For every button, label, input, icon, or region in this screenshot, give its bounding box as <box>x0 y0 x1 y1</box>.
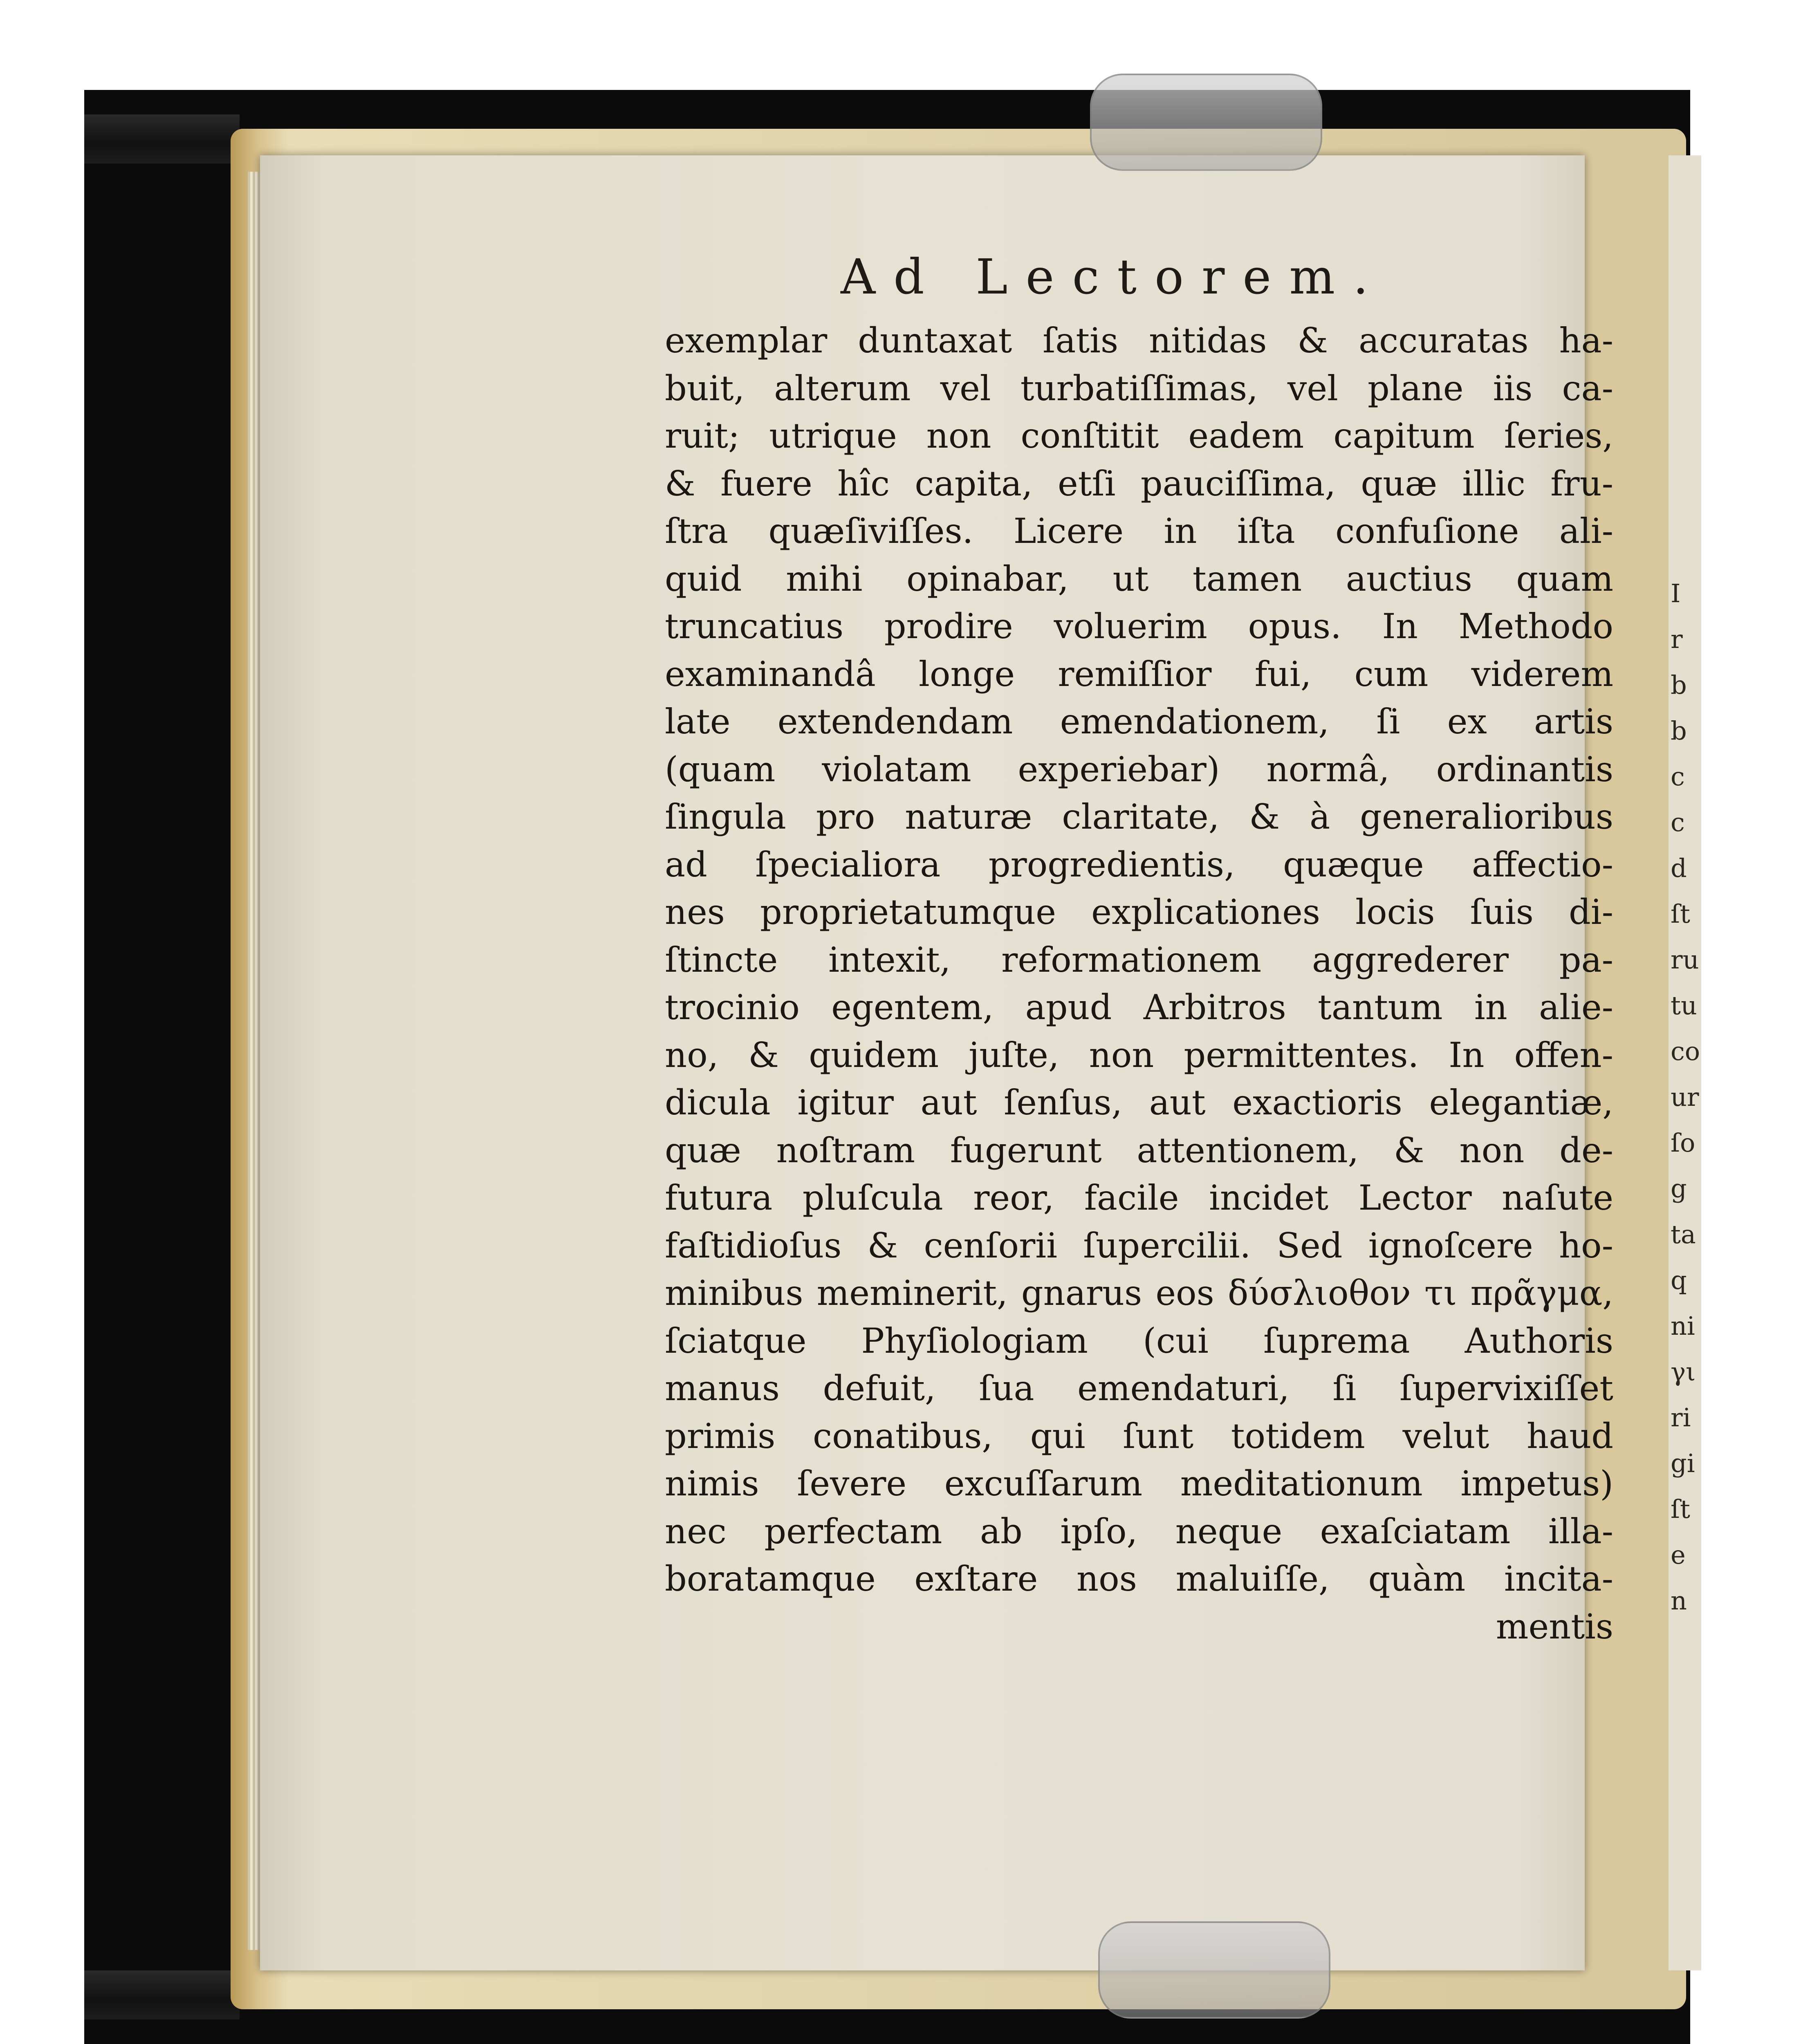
text-line: buit, alterum vel turbatiſſimas, vel plane iis ca- <box>665 368 1613 408</box>
facing-page-letter: co <box>1671 1036 1700 1066</box>
text-line: primis conatibus, qui ſunt totidem velut haud <box>665 1416 1613 1456</box>
text-line: quid mihi opinabar, ut tamen auctius quam <box>665 558 1613 599</box>
facing-page-letter: ri <box>1671 1403 1691 1432</box>
facing-page-letter: I <box>1671 578 1681 608</box>
facing-page-letter: n <box>1671 1586 1687 1616</box>
text-line: late extendendam emendationem, ſi ex artis <box>665 702 1613 742</box>
facing-page-letter: ni <box>1671 1311 1695 1341</box>
facing-page-fragment <box>1671 580 1700 1614</box>
text-line: faſtidioſus & cenſorii ſupercilii. Sed ignoſcere ho- <box>665 1225 1613 1266</box>
facing-page-letter: d <box>1671 853 1687 883</box>
facing-page-letter: γι <box>1671 1357 1696 1387</box>
text-line: manus defuit, ſua emendaturi, ſi ſupervixiſſet <box>665 1368 1613 1408</box>
text-line: minibus meminerit, gnarus eos δύσλιοθον τι πρᾶγμα, <box>665 1273 1613 1313</box>
text-line: ad ſpecialiora progredientis, quæque affectio- <box>665 844 1613 885</box>
facing-page-letter: e <box>1671 1540 1686 1570</box>
facing-page-letter: ſo <box>1671 1128 1696 1158</box>
text-line: trocinio egentem, apud Arbitros tantum in alie- <box>665 987 1613 1027</box>
scan-image <box>84 90 1700 2044</box>
facing-page-letter: ur <box>1671 1082 1699 1112</box>
text-line: examinandâ longe remiſſior fui, cum viderem <box>665 654 1613 694</box>
scanner-bar <box>84 1970 240 2019</box>
catchword: mentis <box>1496 1606 1613 1647</box>
text-line: ſtra quæſiviſſes. Licere in iſta confuſione ali- <box>665 511 1613 551</box>
page-clip-top <box>1090 74 1322 171</box>
text-line: quæ noſtram fugerunt attentionem, & non de- <box>665 1130 1613 1170</box>
text-line: (quam violatam experiebar) normâ, ordinantis <box>665 749 1613 789</box>
facing-page-letter: gi <box>1671 1448 1695 1478</box>
text-line: nimis ſevere excuſſarum meditationum impetus) <box>665 1464 1613 1504</box>
scanner-bar <box>84 114 240 164</box>
facing-page-letter: c <box>1671 762 1685 791</box>
text-line: exemplar duntaxat ſatis nitidas & accuratas ha- <box>665 320 1613 361</box>
text-line: dicula igitur aut ſenſus, aut exactioris elegantiæ, <box>665 1083 1613 1123</box>
text-line: nes proprietatumque explicationes locis ſuis di- <box>665 892 1613 932</box>
facing-page-letter: g <box>1671 1174 1687 1204</box>
text-line: ſciatque Phyſiologiam (cui ſuprema Authoris <box>665 1320 1613 1361</box>
facing-page-letter: ſt <box>1671 899 1690 929</box>
text-line: & fuere hîc capita, etſi pauciſſima, quæ illic fru- <box>665 463 1613 504</box>
body-text <box>665 317 1613 1650</box>
facing-page-letter: ta <box>1671 1219 1696 1249</box>
facing-page-letter: b <box>1671 670 1687 700</box>
facing-page-letter: q <box>1671 1265 1687 1295</box>
facing-page-letter: tu <box>1671 991 1697 1020</box>
page-clip-bottom <box>1098 1921 1330 2019</box>
facing-page-letter: ru <box>1671 945 1699 975</box>
facing-page-letter: c <box>1671 807 1685 837</box>
running-head: Ad Lectorem. <box>841 249 1386 305</box>
facing-page-letter: b <box>1671 716 1687 746</box>
facing-page-letter: ſt <box>1671 1494 1690 1524</box>
text-line: no, & quidem juſte, non permittentes. In offen- <box>665 1035 1613 1075</box>
text-line: boratamque exſtare nos maluiſſe, quàm incita- <box>665 1559 1613 1599</box>
text-line: nec perfectam ab ipſo, neque exaſciatam illa- <box>665 1511 1613 1551</box>
text-line: truncatius prodire voluerim opus. In Methodo <box>665 606 1613 646</box>
text-line: ſtincte intexit, reformationem aggrederer pa- <box>665 939 1613 980</box>
text-line: futura pluſcula reor, facile incidet Lector naſute <box>665 1178 1613 1218</box>
text-line: ſingula pro naturæ claritate, & à generalioribus <box>665 797 1613 837</box>
facing-page-letter: r <box>1671 624 1683 654</box>
text-line: ruit; utrique non conſtitit eadem capitum ſeries, <box>665 416 1613 456</box>
